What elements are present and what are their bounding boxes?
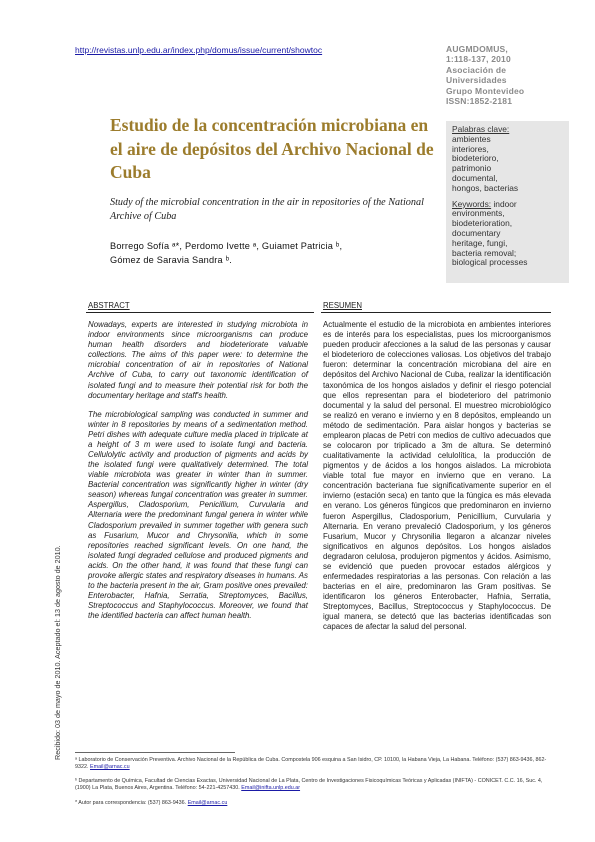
- footnote-email-link[interactable]: Email@arnac.cu: [90, 764, 130, 771]
- author-list: [110, 239, 440, 267]
- footnote-c: [75, 800, 550, 807]
- keyword-item: environments,: [452, 208, 505, 219]
- keyword-item: biodeterioro,: [452, 153, 499, 164]
- keyword-item: biodeterioration,: [452, 218, 513, 229]
- received-accepted-note: Recibido: 03 de mayo de 2010. Aceptado el: 13 de agosto de 2010.: [53, 545, 62, 760]
- keyword-item: biological processes: [452, 257, 528, 268]
- abstract-paragraph: The microbiological sampling was conducted in summer and winter in 8 repositories by means of a sedimentation method. Petri dishes with adequate culture media placed in triplicate at a height of 3 m were used to isolate fungi and bacteria. Cellulolytic activity and production of pigments and acids by the isolated fungi were qualitatively determined. The total viable microbiota was greater in winter than in summer. Bacterial concentration was significantly higher in winter (dry season) whereas fungal concentration was greater in summer. Aspergillus, Cladosporium, Penicillium, Curvularia and Alternaria were the predominant fungal genera in winter while Cladosporium prevailed in summer together with genera such as Fusarium, Mucor and Chrysonilia, which in some repositories reached significant levels. On one hand, the isolated fungi degraded cellulose and produced pigments and acids. On the other hand, it was found that these fungi can provoke allergic states and respiratory diseases in humans. As to the bacteria present in the air, Gram positive ones prevailed: Enterobacter, Hafnia, Serratia, Streptomyces, Bacillus, Streptococcus and Staphylococcus. Moreover, we found that the identified bacteria can affect human health.: [88, 409, 308, 621]
- masthead-line: ISSN:1852-2181: [446, 96, 513, 107]
- masthead-line: Grupo Montevideo: [446, 85, 525, 96]
- abstract-column: [88, 301, 308, 630]
- abstract-heading: ABSTRACT: [88, 301, 130, 310]
- author-line: Gómez de Saravia Sandra ᵇ.: [110, 255, 233, 265]
- resumen-column: [323, 301, 551, 642]
- keyword-item: documentary: [452, 227, 501, 238]
- keyword-item: interiores,: [452, 143, 489, 154]
- footnote-text: ᵇ Departamento de Química, Facultad de Ciencias Exactas, Universidad Nacional de La Plata, Centro de Investigaciones Fisicoquímicas Teóricas y Aplicadas (INIFTA) - CONICET. C.C. 16, Suc. 4, (1900) La Plata, Buenos Aires, Argentina. Teléfono: 54-221-4257430.: [75, 778, 543, 792]
- keyword-item: ambientes: [452, 133, 491, 144]
- author-line: Borrego Sofía ᵃ*, Perdomo Ivette ᵃ, Guiamet Patricia ᵇ,: [110, 241, 343, 251]
- masthead-line: AUGMDOMUS,: [446, 44, 508, 54]
- resumen-heading: RESUMEN: [323, 301, 362, 310]
- footnote-a: [75, 757, 550, 772]
- abstract-rule: [86, 312, 314, 313]
- keywords-box: [446, 121, 569, 283]
- keyword-item: hongos, bacterias: [452, 182, 519, 193]
- masthead-line: Asociación de: [446, 64, 507, 75]
- keyword-item: bacteria removal;: [452, 247, 517, 258]
- resumen-rule: [321, 312, 551, 313]
- footnote-rule: [75, 752, 235, 753]
- footnote-text: * Autor para correspondencia: (537) 863-9436.: [75, 800, 187, 806]
- footnote-b: [75, 778, 550, 793]
- abstract-paragraph: Nowadays, experts are interested in studying microbiota in indoor environments since microorganisms can produce human health disorders and biodeteriorate valuable collections. The aims of this paper were: to determine the microbial concentration of air in repositories of National Archive of Cuba, to carry out taxonomic identification of isolated fungi and to measure their potential risk for both the documentary heritage and staff's health.: [88, 320, 308, 400]
- journal-url-link[interactable]: http://revistas.unlp.edu.ar/index.php/domus/issue/current/showtoc: [75, 45, 323, 55]
- footnote-email-link[interactable]: Email@inifta.unlp.edu.ar: [241, 785, 301, 792]
- masthead-line: Universidades: [446, 75, 507, 86]
- masthead-line: 1:118-137, 2010: [446, 54, 511, 65]
- footnote-email-link[interactable]: Email@arnac.cu: [187, 800, 228, 806]
- keyword-item: heritage, fungi,: [452, 237, 508, 248]
- keywords-en-label: Keywords:: [452, 198, 492, 209]
- keyword-item: documental,: [452, 172, 498, 183]
- keyword-item: patrimonio: [452, 163, 492, 174]
- paper-title-spanish: Estudio de la concentración microbiana en el aire de depósitos del Archivo Nacional de Cuba: [110, 115, 434, 182]
- journal-masthead: [446, 44, 566, 106]
- footnote-text: ᵃ Laboratorio de Conservación Preventiva. Archivo Nacional de la República de Cuba. Compostela 906 esquina a San Isidro, CP. 10100, la Habana Vieja, La Habana. Teléfono: (537) 863-9436, 862-9322.: [75, 757, 547, 771]
- keywords-es-label: Palabras clave:: [452, 124, 510, 134]
- keyword-item: indoor: [493, 198, 517, 209]
- paper-title-english: Study of the microbial concentration in the air in repositories of the National Archive of Cuba: [110, 197, 424, 222]
- resumen-paragraph: Actualmente el estudio de la microbiota en ambientes interiores es de interés para los especialistas, pues los microorganismos pueden producir afecciones a la salud de las personas y causar el biodeterioro de colecciones valiosas. Los objetivos del trabajo fueron: determinar la concentración microbiana del aire en depósitos del Archivo Nacional de Cuba, realizar la identificación taxonómica de los hongos aislados y definir el riesgo potencial que ellos representan para el biodeterioro del patrimonio documental y la salud del personal. El muestreo microbiológico se realizó en verano e invierno y en 8 depósitos, empleando un método de sedimentación. Para aislar hongos y bacterias se emplearon placas de Petri con medios de cultivo adecuados que se colocaron por triplicado a 3m de altura. Se determinó cualitativamente la actividad celulolítica, la producción de pigmentos y de ácidos a los hongos aislados. La microbiota viable total fue mayor en invierno que en verano. La concentración bacteriana fue significativamente superior en el invierno (estación seca) en tanto que la fúngica es más elevada en verano. Los géneros fúngicos que predominaron en invierno fueron Aspergillus, Cladosporium, Penicillium, Curvularia y Alternaria. En verano prevaleció Cladosporium, y los géneros Fusarium, Mucor y Chrysonilia llegaron a alcanzar niveles significativos en algunos depósitos. Los hongos aislados degradaron celulosa, produjeron pigmentos y ácidos. Asimismo, se evidenció que pueden provocar estados alérgicos y enfermedades respiratorias a las personas. Con relación a las bacterias en el aire, predominaron las Gram positivas. Se identificaron los géneros Enterobacter, Hafnia, Serratia, Streptomyces, Bacillus, Streptococcus y Staphylococcus. De igual manera, se detectó que las bacterias identificadas son capaces de afectar la salud del personal.: [323, 320, 551, 632]
